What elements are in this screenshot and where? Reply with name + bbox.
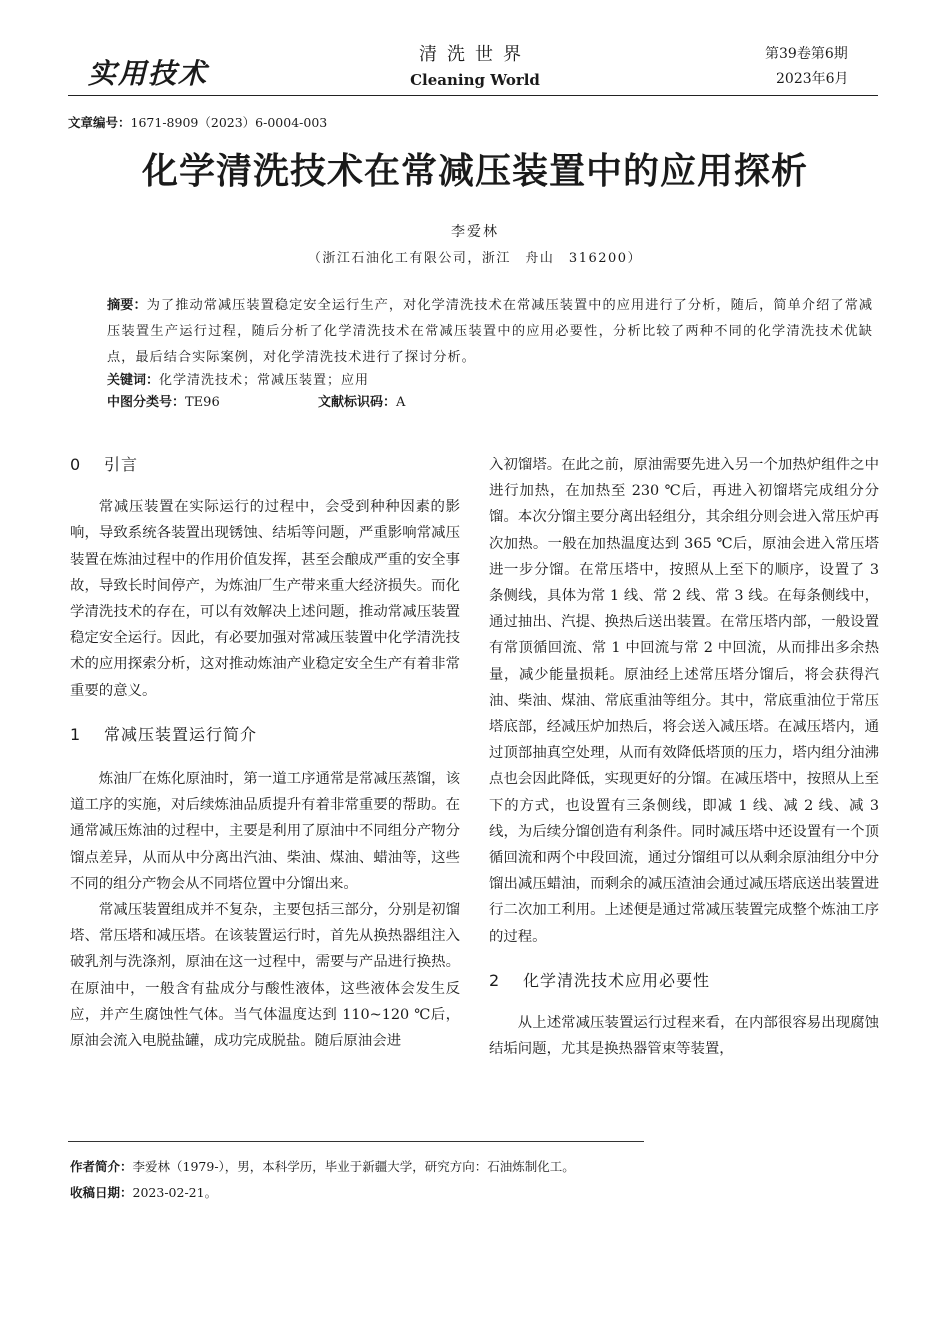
keywords-label: 关键词：	[107, 373, 160, 388]
footnote-rule	[68, 1141, 644, 1142]
paragraph: 常减压装置组成并不复杂，主要包括三部分，分别是初馏塔、常压塔和减压塔。在该装置运行时，首先从换热器组注入破乳剂与洗涤剂，原油在这一过程中，需要与产品进行换热。在原油中，一般含有盐成分与酸性液体，这些液体会发生反应，并产生腐蚀性气体。当气体温度达到 110~120 ℃后，原油会流入电脱盐罐，成功完成脱盐。随后原油会进	[70, 902, 460, 1050]
section-number: 2	[489, 970, 501, 990]
author-bio-text: 李爱林（1979-），男，本科学历，毕业于新疆大学，研究方向：石油炼制化工。	[132, 1159, 575, 1174]
section-number: 0	[70, 455, 82, 474]
section-heading-1	[70, 722, 460, 748]
section-heading-2	[489, 968, 879, 994]
article-number-value: 1671-8909（2023）6-0004-003	[130, 115, 328, 130]
section-title: 引言	[104, 455, 139, 474]
keywords	[107, 369, 369, 388]
keywords-text: 化学清洗技术；常减压装置；应用	[159, 373, 370, 388]
paper-title: 化学清洗技术在常减压装置中的应用探析	[141, 151, 808, 192]
paragraph: 炼油厂在炼化原油时，第一道工序通常是常减压蒸馏，该道工序的实施，对后续炼油品质提升有着非常重要的帮助。在通常减压炼油的过程中，主要是利用了原油中不同组分产物分馏点差异，从而从中分离出汽油、柴油、煤油、蜡油等，这些不同的组分产物会从不同塔位置中分馏出来。	[70, 771, 460, 892]
classification	[107, 391, 220, 410]
classification-label: 中图分类号：	[107, 395, 186, 410]
document-id	[318, 391, 405, 410]
received-date-label: 收稿日期：	[70, 1185, 133, 1200]
article-number-label: 文章编号：	[68, 115, 131, 130]
issue-date: 2023年6月	[776, 71, 849, 87]
journal-title-en: Cleaning World	[410, 71, 540, 89]
received-date-text: 2023-02-21。	[132, 1185, 218, 1200]
left-column	[70, 452, 460, 1054]
author-bio	[70, 1157, 575, 1175]
paragraph: 入初馏塔。在此之前，原油需要先进入另一个加热炉组件之中进行加热，在加热至 230 ℃后，再进入初馏塔完成组分分馏。本次分馏主要分离出轻组分，其余组分则会进入常压炉再次加热。一般在加热温度达到 365 ℃后，原油会进入常压塔进一步分馏。在常压塔中，按照从上至下的顺序，设置了 3 条侧线，具体为常 1 线、常 2 线、常 3 线。在每条侧线中，通过抽出、汽提、换热后送出装置。在常压塔内部，一般设置有常顶循回流、常 1 中回流与常 2 中回流，从而排出多余热量，减少能量损耗。原油经上述常压塔分馏后，将会获得汽油、柴油、煤油、常底重油等组分。其中，常底重油位于常压塔底部，经减压炉加热后，将会送入减压塔。在减压塔内，通过顶部抽真空处理，从而有效降低塔顶的压力，塔内组分油沸点也会因此降低，实现更好的分馏。在减压塔中，按照从上至下的方式，也设置有三条侧线，即减 1 线、减 2 线、减 3 线，为后续分馏创造有利条件。同时减压塔中还设置有一个顶循回流和两个中段回流，通过分馏组可以从剩余原油组分中分馏出减压蜡油，而剩余的减压渣油会通过减压塔底送出装置进行二次加工利用。上述便是通过常减压装置完成整个炼油工序的过程。	[489, 457, 879, 945]
author-bio-label: 作者简介：	[70, 1159, 133, 1174]
header-rule	[68, 95, 878, 96]
volume-issue: 第39卷第6期	[765, 46, 848, 62]
section-number: 1	[70, 724, 82, 744]
section-heading-0	[70, 452, 460, 478]
document-id-value: A	[396, 395, 406, 410]
right-column	[489, 452, 879, 1062]
article-number	[68, 113, 327, 131]
section-tag: 实用技术	[88, 57, 209, 90]
section-title: 化学清洗技术应用必要性	[523, 970, 711, 990]
abstract-label: 摘要：	[107, 298, 147, 313]
journal-title-cn: 清洗世界	[419, 44, 531, 65]
author-name: 李爱林	[451, 224, 499, 240]
classification-value: TE96	[185, 395, 220, 410]
received-date	[70, 1183, 217, 1201]
author-affiliation: （浙江石油化工有限公司，浙江 舟山 316200）	[307, 251, 643, 266]
paragraph: 从上述常减压装置运行过程来看，在内部很容易出现腐蚀结垢问题，尤其是换热器管束等装置，	[489, 1015, 879, 1058]
paragraph: 常减压装置在实际运行的过程中，会受到种种因素的影响，导致系统各装置出现锈蚀、结垢等问题，严重影响常减压装置在炼油过程中的作用价值发挥，甚至会酿成严重的安全事故，导致长时间停产，为炼油厂生产带来重大经济损失。而化学清洗技术的存在，可以有效解决上述问题，推动常减压装置稳定安全运行。因此，有必要加强对常减压装置中化学清洗技术的应用探索分析，这对推动炼油产业稳定安全生产有着非常重要的意义。	[70, 499, 460, 699]
abstract-text: 为了推动常减压装置稳定安全运行生产，对化学清洗技术在常减压装置中的应用进行了分析，随后，简单介绍了常减压装置生产运行过程，随后分析了化学清洗技术在常减压装置中的应用必要性，分析比较了两种不同的化学清洗技术优缺点，最后结合实际案例，对化学清洗技术进行了探讨分析。	[107, 298, 874, 365]
document-id-label: 文献标识码：	[318, 395, 397, 410]
abstract	[107, 293, 873, 371]
section-title: 常减压装置运行简介	[104, 724, 258, 744]
